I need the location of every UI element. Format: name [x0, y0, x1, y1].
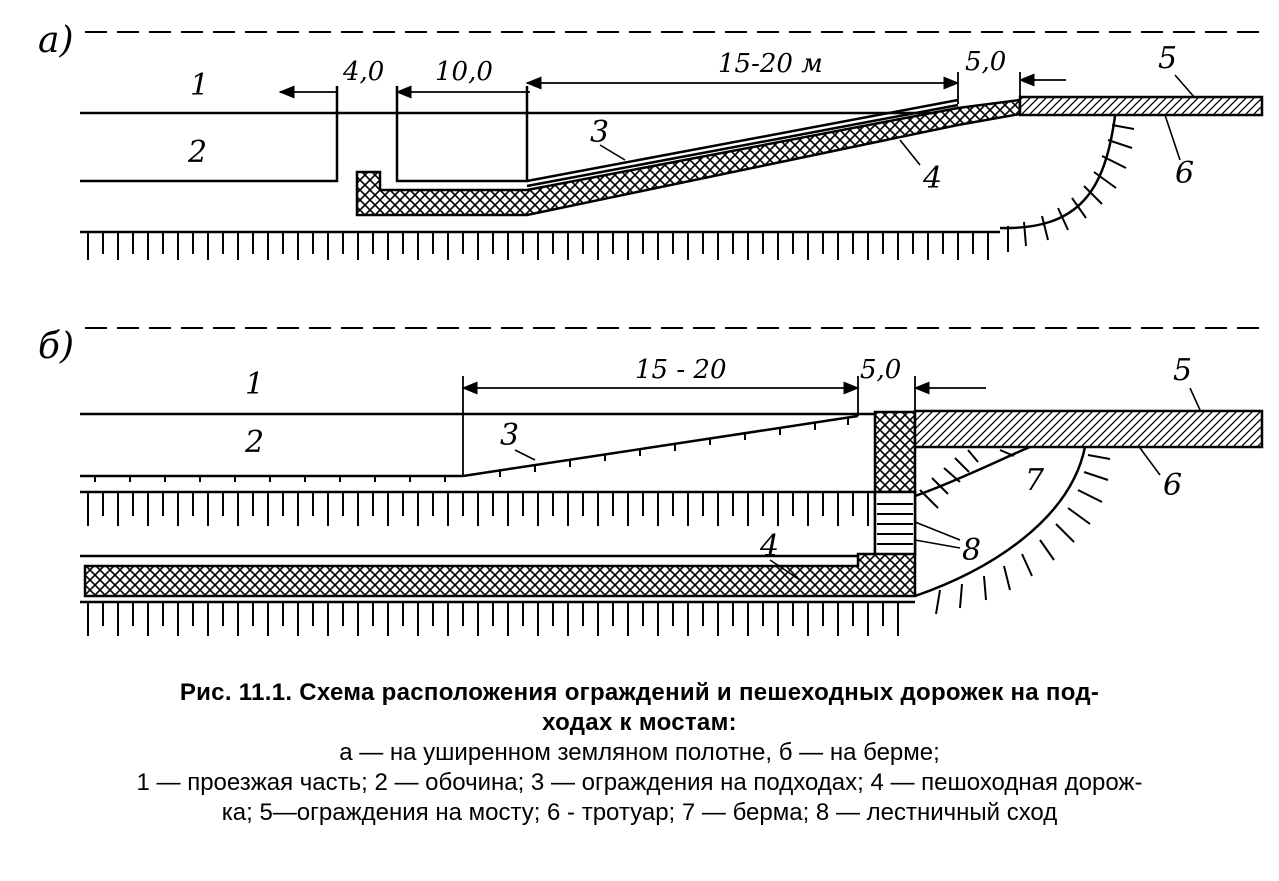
panel-a	[38, 20, 1262, 260]
label-a-2: 2	[188, 135, 208, 170]
berm-arc-outer	[915, 447, 1085, 596]
dim-a-15-20: 15-20 м	[718, 49, 823, 79]
pedestrian-path-b	[85, 492, 915, 596]
panel-b	[38, 326, 1262, 636]
label-b-7: 7	[1025, 463, 1045, 498]
label-b-1: 1	[245, 367, 265, 402]
label-b-8: 8	[962, 533, 982, 568]
bridge-sidewalk-b	[915, 411, 1262, 447]
dim-a-4: 4,0	[343, 57, 385, 87]
dim-b-5: 5,0	[860, 355, 902, 385]
dim-a-5: 5,0	[965, 47, 1007, 77]
caption-line-4: 1 — проезжая часть; 2 — обочина; 3 — ограждения на подходах; 4 — пешоходная дорож-	[136, 769, 1143, 796]
panel-a-letter: а)	[38, 20, 74, 61]
caption-line-3: а — на уширенном земляном полотне, б — на берме;	[339, 739, 940, 766]
label-a-5: 5	[1158, 41, 1178, 76]
label-a-4: 4	[923, 161, 943, 196]
label-a-6: 6	[1175, 156, 1195, 191]
figure-caption	[0, 678, 1279, 828]
bridge-sidewalk-a	[1020, 97, 1262, 115]
label-a-3: 3	[590, 115, 610, 150]
rail-ticks-b	[95, 418, 848, 482]
label-b-2: 2	[245, 425, 265, 460]
label-a-1: 1	[190, 68, 210, 103]
label-b-4: 4	[760, 529, 780, 564]
panel-b-letter: б)	[38, 326, 75, 367]
pedestrian-path-a	[357, 100, 1020, 215]
caption-title-line-2: ходах к мостам:	[542, 709, 737, 736]
abutment-column-b	[875, 412, 915, 492]
embankment-slope-a	[1000, 116, 1115, 228]
dim-b-15-20: 15 - 20	[635, 355, 727, 385]
label-b-6: 6	[1163, 468, 1183, 503]
caption-title-line-1: Рис. 11.1. Схема расположения ограждений и пешеходных дорожек на под-	[179, 679, 1100, 706]
label-b-5: 5	[1173, 353, 1193, 388]
label-b-3: 3	[500, 418, 520, 453]
caption-line-5: ка; 5—ограждения на мосту; 6 - тротуар; 7 — берма; 8 — лестничный сход	[221, 799, 1058, 826]
dim-a-10: 10,0	[435, 57, 493, 87]
